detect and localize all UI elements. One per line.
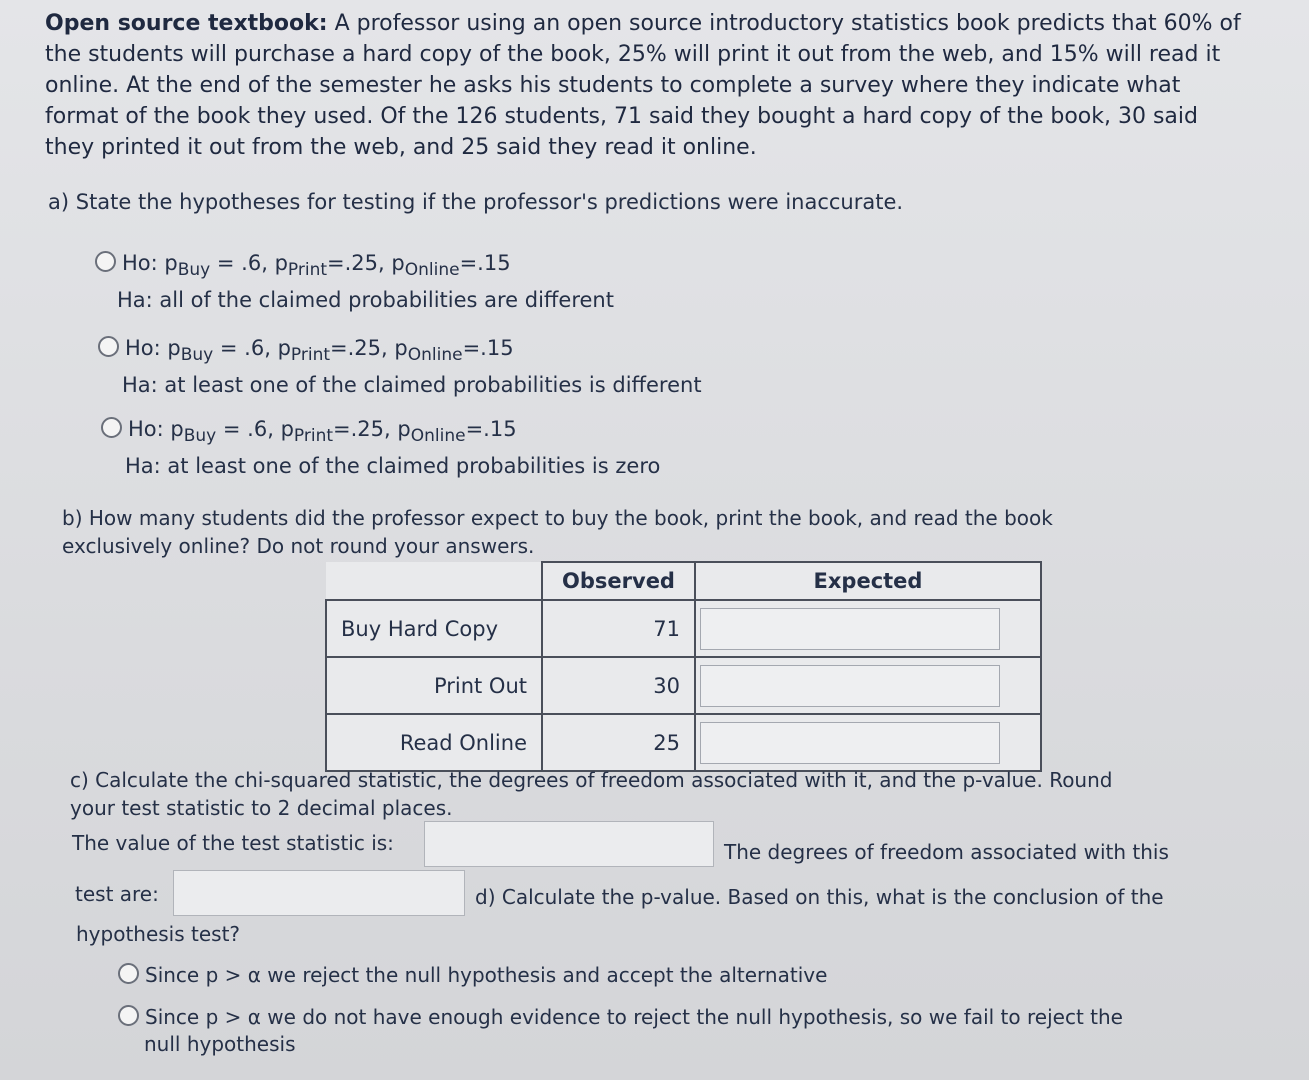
degrees-of-freedom-label-cont: test are: xyxy=(75,882,159,906)
p-symbol: p xyxy=(280,417,294,441)
part-d-question: d) Calculate the p-value. Based on this, what is the conclusion of the xyxy=(475,885,1164,909)
p-symbol: p xyxy=(164,251,178,275)
test-statistic-input[interactable] xyxy=(424,821,714,867)
observed-value: 30 xyxy=(542,657,695,714)
table-row xyxy=(326,714,1041,771)
eq-online: =.15 xyxy=(459,251,511,275)
expected-cell xyxy=(695,714,1041,771)
part-b-question-line: exclusively online? Do not round your answers. xyxy=(62,534,535,558)
part-c-question-line: your test statistic to 2 decimal places. xyxy=(70,796,453,820)
eq-online: =.15 xyxy=(462,336,514,360)
expected-cell xyxy=(695,657,1041,714)
p-symbol: p xyxy=(274,251,288,275)
problem-text-line: online. At the end of the semester he asks his students to complete a survey where they indicate what xyxy=(45,73,1181,98)
part-a-question: a) State the hypotheses for testing if the professor's predictions were inaccurate. xyxy=(48,190,904,214)
part-a-option-2[interactable] xyxy=(98,333,702,400)
observed-value: 71 xyxy=(542,600,695,657)
subscript-print: Print xyxy=(293,426,334,446)
subscript-online: Online xyxy=(404,260,460,280)
radio-button[interactable] xyxy=(118,1005,139,1026)
eq-buy: = .6, xyxy=(216,417,281,441)
p-symbol: p xyxy=(397,417,411,441)
expected-header: Expected xyxy=(695,562,1041,600)
problem-text-line: they printed it out from the web, and 25 said they read it online. xyxy=(45,135,757,160)
observed-value: 25 xyxy=(542,714,695,771)
option-text: Since p > α we do not have enough evidence to reject the null hypothesis, so we fail to reject the xyxy=(145,1005,1123,1029)
observed-expected-table xyxy=(325,561,1042,772)
p-symbol: p xyxy=(394,336,408,360)
radio-button[interactable] xyxy=(118,963,139,984)
p-symbol: p xyxy=(167,336,181,360)
row-label: Print Out xyxy=(326,657,542,714)
radio-button[interactable] xyxy=(101,417,122,438)
part-b-question-line: b) How many students did the professor expect to buy the book, print the book, and read the book xyxy=(62,506,1053,530)
table-row xyxy=(326,657,1041,714)
part-a-option-1[interactable] xyxy=(95,248,614,315)
eq-buy: = .6, xyxy=(213,336,278,360)
part-d-option-1[interactable] xyxy=(118,960,827,990)
eq-buy: = .6, xyxy=(210,251,275,275)
problem-text-line: format of the book they used. Of the 126 students, 71 said they bought a hard copy of the book, 30 said xyxy=(45,104,1198,129)
radio-button[interactable] xyxy=(98,336,119,357)
expected-input-print[interactable] xyxy=(700,665,1000,707)
subscript-buy: Buy xyxy=(177,260,211,280)
row-label: Buy Hard Copy xyxy=(326,600,542,657)
degrees-of-freedom-label: The degrees of freedom associated with this xyxy=(724,840,1169,864)
row-label: Read Online xyxy=(326,714,542,771)
eq-online: =.15 xyxy=(465,417,517,441)
subscript-print: Print xyxy=(290,345,331,365)
part-b-question xyxy=(62,504,1053,560)
eq-print: =.25, xyxy=(327,251,392,275)
table-corner-cell xyxy=(326,562,542,600)
ha-text: Ha: at least one of the claimed probabilities is different xyxy=(122,373,702,397)
table-header-row xyxy=(326,562,1041,600)
problem-title: Open source textbook: xyxy=(45,11,328,36)
part-d-question-cont: hypothesis test? xyxy=(76,922,241,946)
ho-label: Ho: xyxy=(125,336,168,360)
p-symbol: p xyxy=(170,417,184,441)
ho-label: Ho: xyxy=(128,417,171,441)
degrees-of-freedom-input[interactable] xyxy=(173,870,465,916)
problem-statement xyxy=(45,8,1265,163)
observed-header: Observed xyxy=(542,562,695,600)
subscript-online: Online xyxy=(407,345,463,365)
subscript-buy: Buy xyxy=(180,345,214,365)
part-a-option-3[interactable] xyxy=(101,414,660,481)
subscript-print: Print xyxy=(287,260,328,280)
eq-print: =.25, xyxy=(333,417,398,441)
ha-text: Ha: all of the claimed probabilities are different xyxy=(117,288,614,312)
option-text: Since p > α we reject the null hypothesis and accept the alternative xyxy=(145,963,828,987)
p-symbol: p xyxy=(391,251,405,275)
subscript-buy: Buy xyxy=(183,426,217,446)
expected-input-online[interactable] xyxy=(700,722,1000,764)
test-statistic-label: The value of the test statistic is: xyxy=(72,831,394,855)
radio-button[interactable] xyxy=(95,251,116,272)
p-symbol: p xyxy=(277,336,291,360)
problem-text-line: the students will purchase a hard copy of the book, 25% will print it out from the web, and 15% will read it xyxy=(45,42,1221,67)
part-c-question-line: c) Calculate the chi-squared statistic, the degrees of freedom associated with it, and the p-value. Round xyxy=(70,768,1113,792)
option-text-cont: null hypothesis xyxy=(144,1032,296,1056)
ha-text: Ha: at least one of the claimed probabilities is zero xyxy=(125,454,661,478)
expected-input-buy[interactable] xyxy=(700,608,1000,650)
problem-text-line: A professor using an open source introductory statistics book predicts that 60% of xyxy=(327,11,1241,36)
table-row xyxy=(326,600,1041,657)
subscript-online: Online xyxy=(410,426,466,446)
eq-print: =.25, xyxy=(330,336,395,360)
part-c-question xyxy=(70,766,1112,822)
part-d-option-2[interactable] xyxy=(118,1004,1123,1058)
expected-cell xyxy=(695,600,1041,657)
ho-label: Ho: xyxy=(122,251,165,275)
